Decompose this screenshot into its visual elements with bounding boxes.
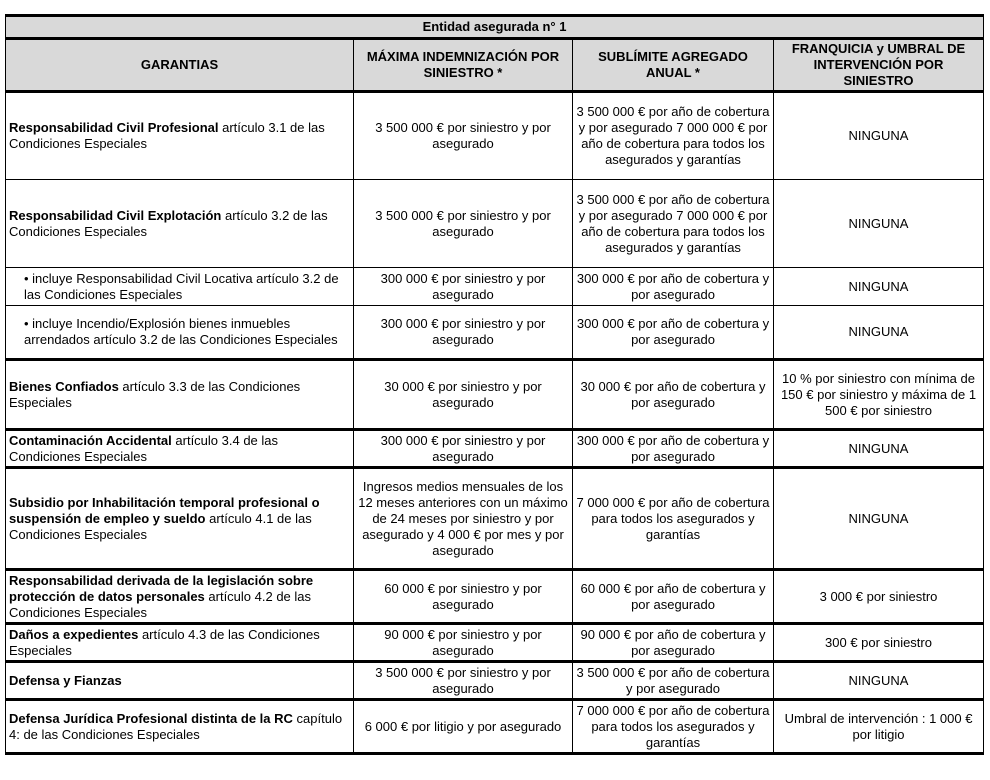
table-row (6, 268, 984, 306)
max-indemnity-cell: 90 000 € por siniestro y por asegurado (354, 624, 573, 662)
max-indemnity-cell: Ingresos medios mensuales de los 12 meses anteriores con un máximo de 24 meses por siniestro y por asegurado y 4 000 € por mes y por asegurado (354, 468, 573, 570)
guarantee-cell (6, 468, 354, 570)
table-row (6, 180, 984, 268)
guarantee-reference: • incluye Incendio/Explosión bienes inmuebles arrendados artículo 3.2 de las Condiciones Especiales (24, 316, 338, 347)
guarantee-name: Daños a expedientes (9, 626, 139, 642)
guarantee-name: Contaminación Accidental (9, 432, 172, 448)
guarantee-reference: artículo 3.1 de las Condiciones Especiales (9, 120, 325, 151)
deductible-cell: 300 € por siniestro (774, 624, 984, 662)
guarantee-cell (6, 306, 354, 360)
deductible-cell: NINGUNA (774, 662, 984, 700)
sublimit-cell: 300 000 € por año de cobertura y por asegurado (573, 268, 774, 306)
table-row (6, 662, 984, 700)
deductible-cell: NINGUNA (774, 92, 984, 180)
guarantees-table (5, 14, 984, 755)
deductible-cell: NINGUNA (774, 180, 984, 268)
sublimit-cell: 300 000 € por año de cobertura y por asegurado (573, 430, 774, 468)
max-indemnity-cell: 3 500 000 € por siniestro y por asegurado (354, 92, 573, 180)
guarantee-reference: • incluye Responsabilidad Civil Locativa artículo 3.2 de las Condiciones Especiales (24, 270, 339, 302)
max-indemnity-cell: 300 000 € por siniestro y por asegurado (354, 430, 573, 468)
sublimit-cell: 90 000 € por año de cobertura y por asegurado (573, 624, 774, 662)
guarantee-reference: artículo 4.2 de las Condiciones Especiales (9, 588, 312, 620)
sublimit-cell: 3 500 000 € por año de cobertura y por asegurado (573, 662, 774, 700)
deductible-cell: Umbral de intervención : 1 000 € por litigio (774, 700, 984, 754)
max-indemnity-cell: 300 000 € por siniestro y por asegurado (354, 268, 573, 306)
header-sublimite: SUBLÍMITE AGREGADO ANUAL * (573, 39, 774, 92)
guarantee-cell (6, 662, 354, 700)
guarantee-reference: artículo 3.4 de las Condiciones Especiales (9, 432, 279, 464)
guarantee-name: Responsabilidad derivada de la legislación sobre protección de datos personales (9, 572, 314, 604)
guarantee-name: Responsabilidad Civil Profesional (9, 120, 219, 135)
header-franquicia: FRANQUICIA y UMBRAL DE INTERVENCIÓN POR SINIESTRO (774, 39, 984, 92)
table-row (6, 624, 984, 662)
deductible-cell: NINGUNA (774, 306, 984, 360)
guarantee-cell (6, 700, 354, 754)
table-row (6, 570, 984, 624)
sublimit-cell: 60 000 € por año de cobertura y por asegurado (573, 570, 774, 624)
sublimit-cell: 7 000 000 € por año de cobertura para todos los asegurados y garantías (573, 468, 774, 570)
deductible-cell: NINGUNA (774, 468, 984, 570)
sublimit-cell: 3 500 000 € por año de cobertura y por asegurado 7 000 000 € por año de cobertura para todos los asegurados y garantías (573, 180, 774, 268)
guarantee-reference: capítulo 4: de las Condiciones Especiales (9, 710, 343, 742)
sublimit-cell: 7 000 000 € por año de cobertura para todos los asegurados y garantías (573, 700, 774, 754)
table-row (6, 360, 984, 430)
sublimit-cell: 3 500 000 € por año de cobertura y por asegurado 7 000 000 € por año de cobertura para todos los asegurados y garantías (573, 92, 774, 180)
guarantee-cell (6, 624, 354, 662)
max-indemnity-cell: 30 000 € por siniestro y por asegurado (354, 360, 573, 430)
guarantee-reference: artículo 4.1 de las Condiciones Especiales (9, 510, 312, 542)
guarantee-name: Subsidio por Inhabilitación temporal profesional o suspensión de empleo y sueldo (9, 494, 320, 526)
guarantee-reference: artículo 4.3 de las Condiciones Especiales (9, 626, 320, 658)
deductible-cell: NINGUNA (774, 268, 984, 306)
header-garantias: GARANTIAS (6, 39, 354, 92)
max-indemnity-cell: 3 500 000 € por siniestro y por asegurado (354, 662, 573, 700)
table-title: Entidad asegurada n° 1 (6, 16, 984, 39)
header-maxima: MÁXIMA INDEMNIZACIÓN POR SINIESTRO * (354, 39, 573, 92)
max-indemnity-cell: 3 500 000 € por siniestro y por asegurado (354, 180, 573, 268)
guarantee-cell (6, 92, 354, 180)
table-row (6, 92, 984, 180)
guarantee-name: Bienes Confiados (9, 378, 119, 394)
guarantee-reference: artículo 3.2 de las Condiciones Especiales (9, 207, 328, 239)
table-row (6, 430, 984, 468)
guarantee-name: Responsabilidad Civil Explotación (9, 207, 222, 223)
table-row (6, 700, 984, 754)
deductible-cell: 3 000 € por siniestro (774, 570, 984, 624)
guarantees-table-container (5, 14, 983, 755)
guarantee-cell (6, 360, 354, 430)
guarantee-cell (6, 430, 354, 468)
max-indemnity-cell: 60 000 € por siniestro y por asegurado (354, 570, 573, 624)
max-indemnity-cell: 6 000 € por litigio y por asegurado (354, 700, 573, 754)
max-indemnity-cell: 300 000 € por siniestro y por asegurado (354, 306, 573, 360)
guarantee-cell (6, 570, 354, 624)
sublimit-cell: 300 000 € por año de cobertura y por asegurado (573, 306, 774, 360)
guarantee-cell (6, 180, 354, 268)
guarantee-cell (6, 268, 354, 306)
guarantee-name: Defensa Jurídica Profesional distinta de la RC (9, 710, 293, 726)
table-row (6, 468, 984, 570)
guarantee-name: Defensa y Fianzas (9, 672, 122, 688)
sublimit-cell: 30 000 € por año de cobertura y por asegurado (573, 360, 774, 430)
deductible-cell: NINGUNA (774, 430, 984, 468)
deductible-cell: 10 % por siniestro con mínima de 150 € por siniestro y máxima de 1 500 € por siniestro (774, 360, 984, 430)
guarantee-reference: artículo 3.3 de las Condiciones Especiales (9, 378, 301, 410)
table-row (6, 306, 984, 360)
